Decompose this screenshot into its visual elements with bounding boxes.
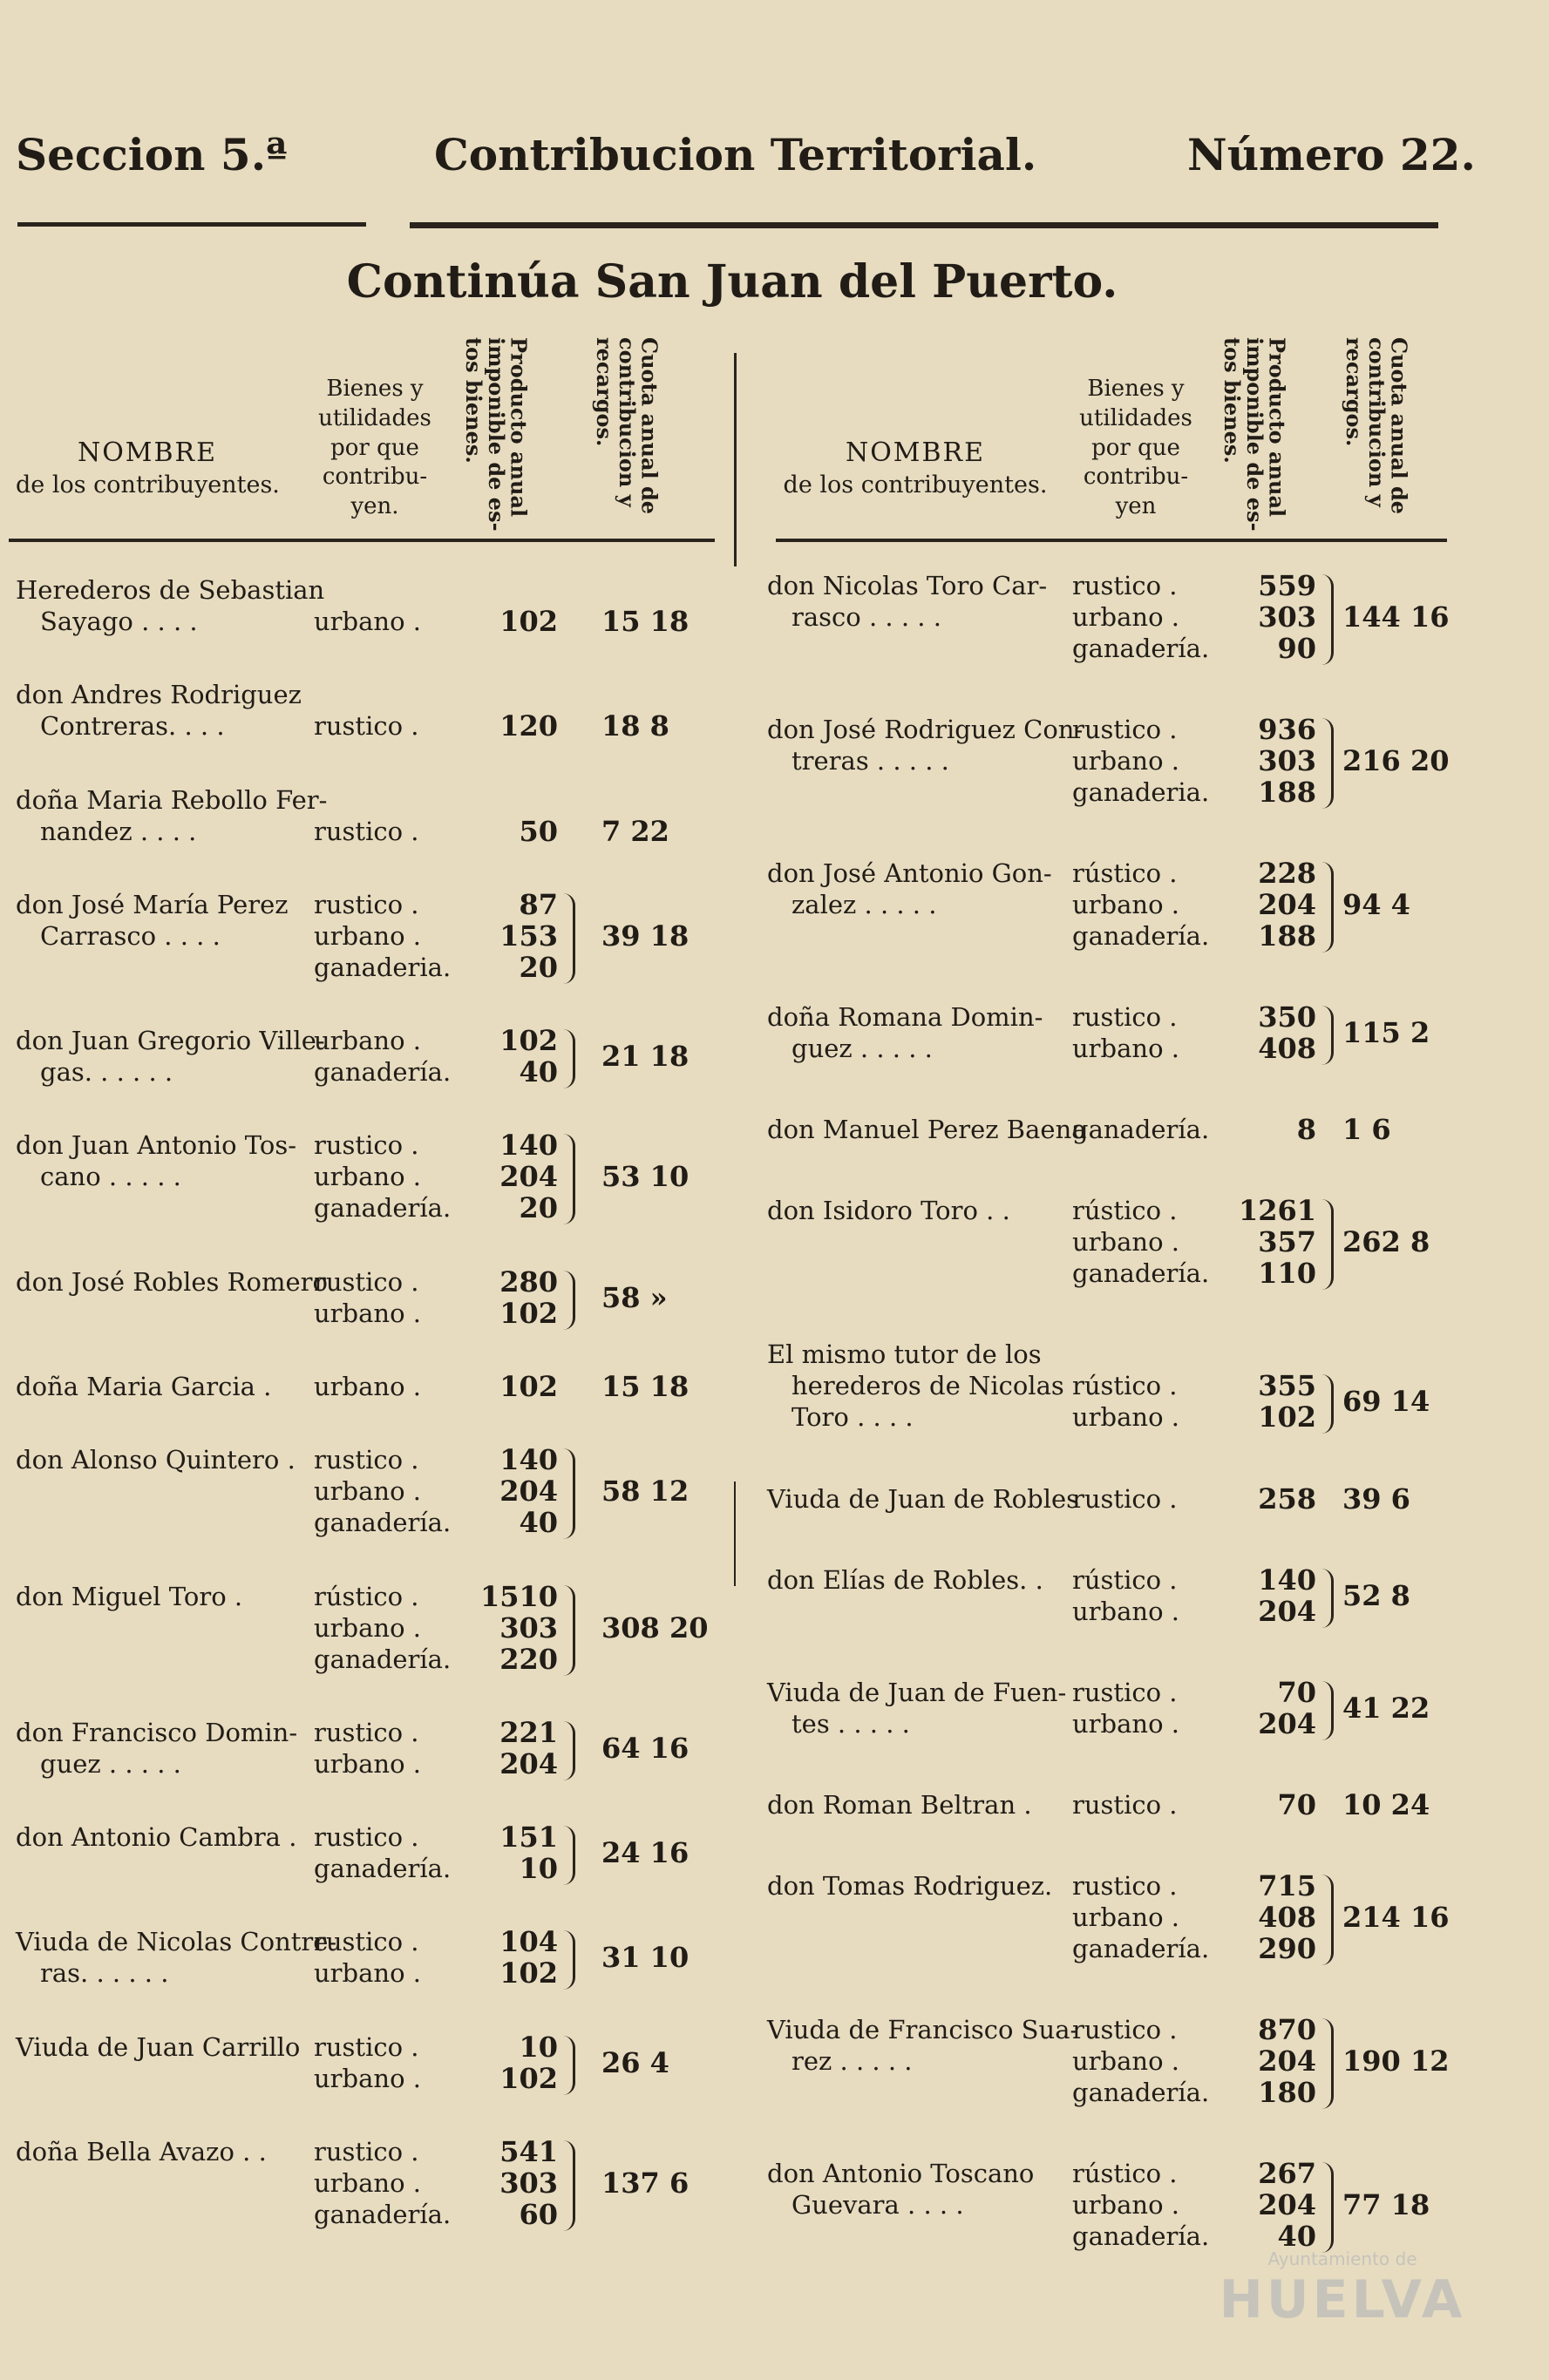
property-kind: rustico . bbox=[1072, 1677, 1178, 1707]
property-kind: ganadería. bbox=[1072, 1933, 1210, 1963]
group-brace bbox=[562, 1029, 575, 1088]
taxable-value: 40 bbox=[519, 1506, 558, 1540]
taxable-value: 188 bbox=[1258, 776, 1316, 810]
group-brace bbox=[1321, 2018, 1334, 2109]
taxable-value: 303 bbox=[1258, 600, 1316, 634]
property-kind: ganadería. bbox=[1072, 634, 1210, 663]
taxable-value: 204 bbox=[1258, 2044, 1316, 2078]
property-kind: ganadería. bbox=[1072, 1115, 1210, 1145]
annual-quota: 39 18 bbox=[601, 919, 690, 953]
group-brace bbox=[1321, 1681, 1334, 1740]
annual-quota: 77 18 bbox=[1342, 2188, 1430, 2221]
contributor-name: treras . . . . . bbox=[791, 746, 949, 776]
property-kind: urbano . bbox=[314, 1162, 421, 1192]
property-kind: ganadería. bbox=[314, 2200, 452, 2229]
bienes-header-line: Bienes y bbox=[1087, 376, 1185, 402]
group-brace bbox=[1321, 2162, 1334, 2253]
annual-quota: 7 22 bbox=[601, 814, 669, 848]
taxable-value: 204 bbox=[499, 1160, 558, 1194]
taxable-value: 357 bbox=[1258, 1225, 1316, 1259]
annual-quota: 39 6 bbox=[1342, 1482, 1410, 1515]
contributor-name: don Juan Gregorio Ville- bbox=[16, 1026, 325, 1056]
taxable-value: 228 bbox=[1258, 857, 1316, 891]
nombre-header-line: NOMBRE bbox=[77, 437, 218, 468]
property-kind: urbano . bbox=[314, 1958, 421, 1989]
contributor-name: Sayago . . . . bbox=[40, 607, 198, 636]
property-kind: urbano . bbox=[1072, 602, 1179, 632]
header-rule-left bbox=[17, 222, 366, 227]
taxable-value: 120 bbox=[499, 709, 558, 743]
bienes-header-left bbox=[309, 375, 440, 522]
taxable-value: 40 bbox=[519, 1055, 558, 1089]
taxable-value: 10 bbox=[519, 1852, 558, 1886]
header-underline-left bbox=[9, 539, 715, 542]
contributor-name: don José Antonio Gon- bbox=[767, 858, 1052, 889]
group-brace bbox=[1321, 1006, 1334, 1065]
section-label: Seccion 5.ª bbox=[16, 129, 288, 180]
taxable-value: 303 bbox=[499, 2166, 558, 2200]
property-kind: urbano . bbox=[314, 2063, 421, 2093]
contributor-name: gas. . . . . . bbox=[40, 1057, 173, 1088]
taxable-value: 20 bbox=[519, 1191, 558, 1225]
taxable-value: 1510 bbox=[479, 1579, 558, 1613]
contributor-name: Viuda de Juan de Fuen- bbox=[767, 1677, 1067, 1707]
annual-quota: 52 8 bbox=[1342, 1578, 1410, 1612]
taxable-value: 102 bbox=[499, 605, 558, 638]
contributor-name: ras. . . . . . bbox=[40, 1958, 169, 1989]
center-divider-lower bbox=[734, 1482, 736, 1586]
contributor-name: doña Maria Rebollo Fer- bbox=[16, 784, 328, 815]
contributor-name: don José Robles Romero bbox=[16, 1266, 328, 1297]
contributor-name: Carrasco . . . . bbox=[40, 920, 221, 951]
watermark-big: HUELVA bbox=[1219, 2269, 1466, 2330]
contributor-name: don Elías de Robles. . bbox=[767, 1564, 1043, 1595]
contributor-name: guez . . . . . bbox=[791, 1034, 933, 1064]
cuota-header-line: recargos. bbox=[591, 337, 617, 447]
contributor-name: doña Bella Avazo . . bbox=[16, 2137, 267, 2166]
property-kind: urbano . bbox=[314, 2168, 421, 2198]
contributor-name: El mismo tutor de los bbox=[767, 1339, 1042, 1370]
contributor-name: don Francisco Domin- bbox=[16, 1717, 298, 1747]
taxable-value: 204 bbox=[1258, 1706, 1316, 1740]
annual-quota: 15 18 bbox=[601, 605, 690, 638]
taxable-value: 204 bbox=[499, 1746, 558, 1780]
cuota-header-line: recargos. bbox=[1341, 337, 1367, 447]
taxable-value: 153 bbox=[499, 919, 558, 953]
contributor-name: rasco . . . . . bbox=[791, 602, 941, 632]
annual-quota: 216 20 bbox=[1342, 744, 1450, 778]
group-brace bbox=[562, 1134, 575, 1224]
taxable-value: 151 bbox=[499, 1821, 558, 1855]
header-underline-right bbox=[776, 539, 1447, 542]
contributor-name: cano . . . . . bbox=[40, 1162, 181, 1192]
property-kind: urbano . bbox=[1072, 2190, 1179, 2220]
bienes-header-line: contribu- bbox=[1083, 464, 1189, 491]
contributor-name: don Juan Antonio Tos- bbox=[16, 1130, 297, 1161]
property-kind: ganadería. bbox=[1072, 2221, 1210, 2251]
property-kind: ganadería. bbox=[314, 1057, 452, 1088]
property-kind: rustico . bbox=[314, 711, 419, 742]
group-brace bbox=[1321, 862, 1334, 953]
property-kind: rústico . bbox=[1072, 1371, 1178, 1401]
property-kind: rustico . bbox=[314, 816, 419, 846]
group-brace bbox=[1321, 1569, 1334, 1628]
taxable-value: 280 bbox=[499, 1265, 558, 1298]
producto-header-line: imponible de es- bbox=[483, 337, 509, 532]
property-kind: urbano . bbox=[314, 1026, 421, 1056]
annual-quota: 69 14 bbox=[1342, 1385, 1430, 1419]
property-kind: urbano . bbox=[1072, 1708, 1179, 1739]
property-kind: rustico . bbox=[314, 2031, 419, 2062]
nombre-header-line: de los contribuyentes. bbox=[783, 471, 1048, 498]
property-kind: ganaderia. bbox=[314, 952, 452, 982]
contributor-name: don Nicolas Toro Car- bbox=[767, 571, 1048, 600]
contributor-name: zalez . . . . . bbox=[791, 890, 937, 920]
property-kind: ganadería. bbox=[314, 1508, 452, 1538]
taxable-value: 220 bbox=[499, 1642, 558, 1676]
taxable-value: 303 bbox=[1258, 744, 1316, 778]
taxable-value: 408 bbox=[1258, 1900, 1316, 1934]
property-kind: rustico . bbox=[1072, 1789, 1178, 1820]
taxable-value: 20 bbox=[519, 950, 558, 984]
watermark-small: Ayuntamiento de bbox=[1267, 2248, 1417, 2269]
property-kind: rustico . bbox=[1072, 571, 1178, 600]
contributor-name: don Antonio Toscano bbox=[767, 2159, 1035, 2188]
property-kind: urbano . bbox=[314, 1476, 421, 1507]
group-brace bbox=[1321, 1374, 1334, 1434]
taxable-value: 204 bbox=[499, 1475, 558, 1509]
page-title: Contribucion Territorial. bbox=[434, 129, 1037, 180]
group-brace bbox=[562, 2140, 575, 2231]
bienes-header-line: yen. bbox=[350, 493, 399, 520]
contributor-name: rez . . . . . bbox=[791, 2045, 913, 2076]
contributor-name: don José Rodriguez Con- bbox=[767, 715, 1084, 745]
cuota-header-line: Cuota anual de bbox=[1386, 337, 1412, 515]
contributor-name: Herederos de Sebastian bbox=[16, 575, 325, 605]
taxable-value: 204 bbox=[1258, 2188, 1316, 2221]
nombre-header-left bbox=[16, 436, 279, 500]
annual-quota: 308 20 bbox=[601, 1610, 709, 1644]
annual-quota: 18 8 bbox=[601, 709, 669, 743]
property-kind: ganaderia. bbox=[1072, 777, 1210, 808]
property-kind: rústico . bbox=[1072, 2159, 1178, 2188]
contributor-name: don Antonio Cambra . bbox=[16, 1822, 297, 1853]
bienes-header-line: por que bbox=[1091, 434, 1180, 461]
taxable-value: 870 bbox=[1258, 2012, 1316, 2046]
property-kind: rustico . bbox=[314, 2137, 419, 2166]
property-kind: urbano . bbox=[314, 920, 421, 951]
annual-quota: 144 16 bbox=[1342, 600, 1450, 634]
taxable-value: 70 bbox=[1277, 1675, 1316, 1709]
annual-quota: 137 6 bbox=[601, 2166, 690, 2200]
taxable-value: 1261 bbox=[1238, 1194, 1316, 1228]
taxable-value: 204 bbox=[1258, 1594, 1316, 1628]
taxable-value: 10 bbox=[519, 2030, 558, 2064]
property-kind: rústico . bbox=[314, 1581, 419, 1611]
property-kind: urbano . bbox=[314, 1748, 421, 1779]
taxable-value: 267 bbox=[1258, 2157, 1316, 2190]
center-divider bbox=[734, 353, 737, 566]
taxable-value: 140 bbox=[1258, 1563, 1316, 1597]
cuota-header-right bbox=[1342, 337, 1410, 529]
producto-header-right bbox=[1219, 337, 1290, 532]
group-brace bbox=[1321, 1199, 1334, 1290]
taxable-value: 140 bbox=[499, 1129, 558, 1163]
taxable-value: 87 bbox=[519, 887, 558, 921]
property-kind: ganadería. bbox=[314, 1854, 452, 1884]
annual-quota: 21 18 bbox=[601, 1040, 690, 1074]
taxable-value: 60 bbox=[519, 2198, 558, 2231]
taxable-value: 90 bbox=[1277, 632, 1316, 665]
annual-quota: 214 16 bbox=[1342, 1900, 1450, 1934]
taxable-value: 102 bbox=[499, 2061, 558, 2095]
property-kind: rústico . bbox=[1072, 1564, 1178, 1595]
group-brace bbox=[1321, 1875, 1334, 1965]
annual-quota: 190 12 bbox=[1342, 2044, 1450, 2078]
property-kind: urbano . bbox=[314, 1612, 421, 1643]
property-kind: rustico . bbox=[1072, 1483, 1178, 1514]
bienes-header-line: utilidades bbox=[318, 404, 431, 431]
annual-quota: 26 4 bbox=[601, 2045, 669, 2079]
property-kind: urbano . bbox=[1072, 1596, 1179, 1626]
property-kind: rústico . bbox=[1072, 858, 1178, 889]
nombre-header-line: de los contribuyentes. bbox=[16, 471, 280, 498]
taxable-value: 104 bbox=[499, 1925, 558, 1959]
subtitle: Continúa San Juan del Puerto. bbox=[346, 255, 1118, 309]
taxable-value: 102 bbox=[499, 1956, 558, 1990]
group-brace bbox=[562, 1721, 575, 1780]
property-kind: urbano . bbox=[1072, 746, 1179, 776]
property-kind: ganadería. bbox=[1072, 2077, 1210, 2107]
property-kind: urbano . bbox=[1072, 890, 1179, 920]
property-kind: urbano . bbox=[1072, 1402, 1179, 1433]
property-kind: rústico . bbox=[1072, 1196, 1178, 1226]
taxable-value: 140 bbox=[499, 1443, 558, 1477]
group-brace bbox=[1321, 718, 1334, 809]
contributor-name: guez . . . . . bbox=[40, 1748, 181, 1779]
contributor-name: tes . . . . . bbox=[791, 1708, 910, 1739]
property-kind: rustico . bbox=[314, 1927, 419, 1957]
bienes-header-line: utilidades bbox=[1079, 404, 1192, 431]
property-kind: urbano . bbox=[1072, 1034, 1179, 1064]
contributor-name: Contreras. . . . bbox=[40, 711, 225, 742]
group-brace bbox=[562, 893, 575, 984]
contributor-name: doña Romana Domin- bbox=[767, 1002, 1043, 1033]
contributor-name: don Alonso Quintero . bbox=[16, 1445, 296, 1475]
contributor-name: don Manuel Perez Baena bbox=[767, 1115, 1087, 1145]
annual-quota: 262 8 bbox=[1342, 1225, 1430, 1259]
taxable-value: 70 bbox=[1277, 1787, 1316, 1821]
taxable-value: 102 bbox=[1258, 1400, 1316, 1434]
taxable-value: 180 bbox=[1258, 2075, 1316, 2109]
bienes-header-line: yen bbox=[1115, 493, 1157, 520]
property-kind: ganadería. bbox=[314, 1193, 452, 1224]
group-brace bbox=[562, 1448, 575, 1539]
property-kind: ganadería. bbox=[314, 1644, 452, 1674]
annual-quota: 58 » bbox=[601, 1280, 668, 1314]
annual-quota: 1 6 bbox=[1342, 1113, 1391, 1147]
contributor-name: herederos de Nicolas bbox=[791, 1371, 1064, 1401]
cuota-header-line: contribucion y bbox=[1363, 337, 1389, 507]
producto-header-left bbox=[460, 337, 532, 532]
archive-watermark bbox=[1194, 2248, 1491, 2330]
producto-header-line: imponible de es- bbox=[1241, 337, 1267, 532]
property-kind: rustico . bbox=[1072, 1002, 1178, 1033]
annual-quota: 115 2 bbox=[1342, 1016, 1430, 1050]
group-brace bbox=[1321, 574, 1334, 665]
contributor-name: nandez . . . . bbox=[40, 816, 197, 846]
contributor-name: Toro . . . . bbox=[791, 1402, 914, 1433]
taxable-value: 541 bbox=[499, 2135, 558, 2168]
bienes-header-line: contribu- bbox=[322, 464, 428, 491]
property-kind: rustico . bbox=[314, 889, 419, 919]
group-brace bbox=[562, 1930, 575, 1990]
producto-header-line: tos bienes. bbox=[460, 337, 486, 464]
property-kind: rustico . bbox=[314, 1822, 419, 1853]
contributor-name: don José María Perez bbox=[16, 889, 289, 919]
property-kind: rustico . bbox=[1072, 715, 1178, 745]
property-kind: urbano . bbox=[314, 1298, 421, 1328]
property-kind: urbano . bbox=[314, 607, 421, 636]
contributor-name: doña Maria Garcia . bbox=[16, 1372, 272, 1401]
producto-header-line: Producto anual bbox=[506, 337, 532, 518]
contributor-name: don Andres Rodriguez bbox=[16, 680, 302, 710]
property-kind: urbano . bbox=[1072, 1902, 1179, 1932]
contributor-name: Guevara . . . . bbox=[791, 2190, 964, 2220]
annual-quota: 10 24 bbox=[1342, 1787, 1430, 1821]
bienes-header-right bbox=[1070, 375, 1201, 522]
cuota-header-line: contribucion y bbox=[614, 337, 640, 507]
cuota-header-line: Cuota anual de bbox=[636, 337, 662, 515]
group-brace bbox=[562, 1271, 575, 1330]
taxable-value: 221 bbox=[499, 1715, 558, 1749]
group-brace bbox=[562, 1585, 575, 1676]
taxable-value: 188 bbox=[1258, 919, 1316, 953]
property-kind: ganadería. bbox=[1072, 1258, 1210, 1289]
property-kind: rustico . bbox=[314, 1717, 419, 1747]
contributor-name: Viuda de Juan de Robles bbox=[767, 1483, 1080, 1514]
taxable-value: 102 bbox=[499, 1024, 558, 1058]
annual-quota: 64 16 bbox=[601, 1731, 690, 1765]
property-kind: urbano . bbox=[1072, 1227, 1179, 1258]
taxable-value: 50 bbox=[519, 814, 558, 848]
contributor-name: don Tomas Rodriguez. bbox=[767, 1870, 1053, 1901]
annual-quota: 31 10 bbox=[601, 1941, 690, 1975]
taxable-value: 290 bbox=[1258, 1931, 1316, 1965]
cuota-header-left bbox=[593, 337, 661, 529]
taxable-value: 303 bbox=[499, 1610, 558, 1644]
taxable-value: 204 bbox=[1258, 888, 1316, 922]
contributor-name: don Isidoro Toro . . bbox=[767, 1196, 1010, 1226]
taxable-value: 102 bbox=[499, 1296, 558, 1330]
contributor-name: Viuda de Juan Carrillo bbox=[16, 2031, 301, 2062]
property-kind: rustico . bbox=[314, 1130, 419, 1161]
taxable-value: 559 bbox=[1258, 569, 1316, 602]
annual-quota: 24 16 bbox=[601, 1836, 690, 1870]
contributor-name: don Miguel Toro . bbox=[16, 1581, 243, 1611]
header-rule-right bbox=[410, 222, 1438, 228]
property-kind: rustico . bbox=[1072, 2014, 1178, 2044]
contributor-name: don Roman Beltran . bbox=[767, 1789, 1032, 1820]
bienes-header-line: Bienes y bbox=[326, 376, 424, 402]
taxable-value: 8 bbox=[1296, 1113, 1316, 1147]
nombre-header-line: NOMBRE bbox=[845, 437, 986, 468]
taxable-value: 936 bbox=[1258, 713, 1316, 747]
nombre-header-right bbox=[776, 436, 1055, 500]
group-brace bbox=[562, 1826, 575, 1885]
annual-quota: 15 18 bbox=[601, 1370, 690, 1403]
taxable-value: 110 bbox=[1258, 1257, 1316, 1291]
group-brace bbox=[562, 2036, 575, 2095]
contributor-name: Viuda de Francisco Sua- bbox=[767, 2014, 1079, 2044]
taxable-value: 102 bbox=[499, 1370, 558, 1403]
bienes-header-line: por que bbox=[330, 434, 419, 461]
property-kind: ganadería. bbox=[1072, 921, 1210, 952]
taxable-value: 40 bbox=[1277, 2220, 1316, 2253]
property-kind: rustico . bbox=[1072, 1870, 1178, 1901]
annual-quota: 94 4 bbox=[1342, 888, 1410, 922]
property-kind: rustico . bbox=[314, 1445, 419, 1475]
taxable-value: 408 bbox=[1258, 1032, 1316, 1066]
taxable-value: 350 bbox=[1258, 1000, 1316, 1034]
annual-quota: 58 12 bbox=[601, 1475, 690, 1509]
property-kind: urbano . bbox=[1072, 2045, 1179, 2076]
producto-header-line: tos bienes. bbox=[1219, 337, 1245, 464]
property-kind: rustico . bbox=[314, 1266, 419, 1297]
property-kind: urbano . bbox=[314, 1372, 421, 1401]
producto-header-line: Producto anual bbox=[1264, 337, 1290, 518]
annual-quota: 53 10 bbox=[601, 1160, 690, 1194]
taxable-value: 715 bbox=[1258, 1868, 1316, 1902]
annual-quota: 41 22 bbox=[1342, 1691, 1430, 1725]
page-number: Número 22. bbox=[1187, 129, 1476, 180]
contributor-name: Viuda de Nicolas Contre- bbox=[16, 1927, 337, 1957]
taxable-value: 355 bbox=[1258, 1369, 1316, 1403]
taxable-value: 258 bbox=[1258, 1482, 1316, 1515]
